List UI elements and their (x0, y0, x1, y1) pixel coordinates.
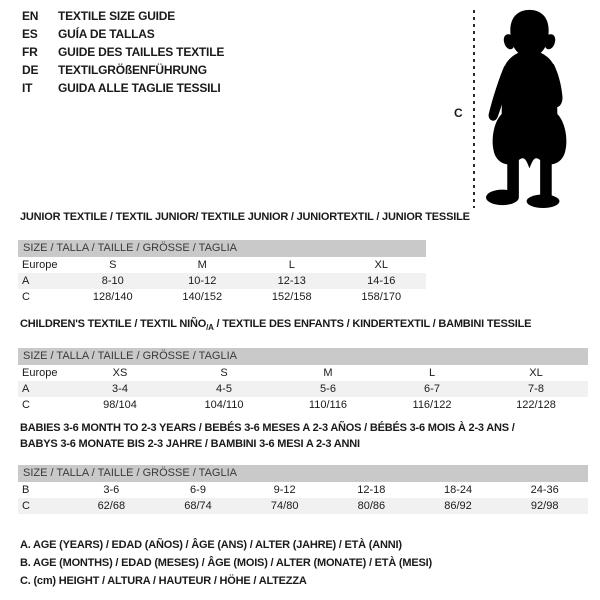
table-cell: 14-16 (367, 275, 396, 287)
language-title: GUIDE DES TAILLES TEXTILE (58, 45, 225, 59)
language-code: IT (22, 81, 33, 95)
table-cell: Europe (22, 367, 58, 379)
table-row (18, 397, 588, 413)
language-list (22, 7, 224, 97)
language-code: EN (22, 9, 39, 23)
table-cell: 140/152 (182, 291, 223, 303)
table-cell: 62/68 (97, 500, 126, 512)
language-title: TEXTILE SIZE GUIDE (58, 9, 176, 23)
legend-item: C. (cm) HEIGHT / ALTURA / HAUTEUR / HÖHE / ALTEZZA (20, 575, 307, 587)
children-size-table (18, 348, 588, 413)
table-cell: 116/122 (412, 399, 452, 411)
table-cell: XS (112, 367, 128, 379)
table-cell: L (428, 367, 436, 379)
height-measure-line (473, 10, 475, 208)
babies-size-table (18, 465, 588, 514)
table-cell: 7-8 (528, 383, 544, 395)
babies-title-line1: BABIES 3-6 MONTH TO 2-3 YEARS / BEBÉS 3-6 MESES A 2-3 AÑOS / BÉBÉS 3-6 MOIS À 2-3 ANS / (20, 422, 515, 434)
table-cell: 10-12 (188, 275, 217, 287)
table-cell: Europe (22, 259, 58, 271)
table-cell: A (22, 275, 30, 287)
children-section-title (20, 318, 531, 332)
table-cell: S (220, 367, 228, 379)
size-bar: SIZE / TALLA / TAILLE / GRÖSSE / TAGLIA (18, 348, 588, 365)
language-title: TEXTILGRÖßENFÜHRUNG (58, 63, 207, 77)
table-cell: 24-36 (530, 484, 559, 496)
table-cell: M (197, 259, 207, 271)
table-cell: 128/140 (92, 291, 133, 303)
table-cell: 5-6 (320, 383, 336, 395)
language-title: GUÍA DE TALLAS (58, 27, 155, 41)
size-bar: SIZE / TALLA / TAILLE / GRÖSSE / TAGLIA (18, 240, 426, 257)
table-cell: 86/92 (444, 500, 472, 512)
table-cell: XL (529, 367, 543, 379)
babies-section-title (20, 420, 515, 452)
table-cell: 8-10 (101, 275, 124, 287)
size-bar: SIZE / TALLA / TAILLE / GRÖSSE / TAGLIA (18, 465, 588, 482)
table-cell: 110/116 (308, 399, 348, 411)
junior-size-table (18, 240, 426, 305)
table-row (18, 273, 426, 289)
language-row (22, 7, 224, 25)
table-cell: 80/86 (357, 500, 386, 512)
children-title-text: / TEXTILE DES ENFANTS / KINDERTEXTIL / BAMBINI TESSILE (213, 318, 532, 330)
language-code: DE (22, 63, 39, 77)
table-cell: 104/110 (204, 399, 244, 411)
table-row (18, 381, 588, 397)
table-cell: 3-4 (112, 383, 128, 395)
table-cell: S (109, 259, 117, 271)
table-cell: C (22, 500, 30, 512)
language-row (22, 43, 224, 61)
babies-title-line2: BABYS 3-6 MONATE BIS 2-3 JAHRE / BAMBINI 3-6 MESI A 2-3 ANNI (20, 438, 360, 450)
children-title-subscript: /A (206, 323, 214, 333)
table-cell: B (22, 484, 30, 496)
table-cell: 3-6 (103, 484, 120, 496)
children-title-text: CHILDREN'S TEXTILE / TEXTIL NIÑO (20, 318, 207, 330)
language-row (22, 79, 224, 97)
baby-silhouette (481, 6, 578, 209)
table-cell: 122/128 (516, 399, 556, 411)
table-cell: M (323, 367, 333, 379)
table-cell: 6-9 (190, 484, 206, 496)
table-cell: 4-5 (216, 383, 232, 395)
table-cell: 12-18 (357, 484, 386, 496)
table-cell: 12-13 (277, 275, 306, 287)
legend-item: B. AGE (MONTHS) / EDAD (MESES) / ÂGE (MOIS) / ALTER (MONATE) / ETÀ (MESI) (20, 557, 432, 569)
table-header-row (18, 365, 588, 381)
table-cell: 6-7 (424, 383, 440, 395)
table-cell: C (22, 399, 30, 411)
table-cell: 152/158 (271, 291, 312, 303)
language-row (22, 25, 224, 43)
table-cell: L (288, 259, 295, 271)
legend-item: A. AGE (YEARS) / EDAD (AÑOS) / ÂGE (ANS) / ALTER (JAHRE) / ETÀ (ANNI) (20, 539, 402, 551)
table-cell: 74/80 (270, 500, 299, 512)
table-cell: 98/104 (103, 399, 137, 411)
table-cell: 92/98 (530, 500, 559, 512)
table-cell: XL (374, 259, 388, 271)
table-cell: 18-24 (443, 484, 473, 496)
language-code: ES (22, 27, 38, 41)
junior-section-title: JUNIOR TEXTILE / TEXTIL JUNIOR/ TEXTILE JUNIOR / JUNIORTEXTIL / JUNIOR TESSILE (20, 211, 470, 223)
table-cell: 158/170 (361, 291, 402, 303)
table-cell: C (22, 291, 30, 303)
height-label: C (454, 106, 463, 120)
language-title: GUIDA ALLE TAGLIE TESSILI (58, 81, 221, 95)
table-row (18, 289, 426, 305)
table-header-row (18, 257, 426, 273)
table-row (18, 482, 588, 498)
table-cell: 68/74 (184, 500, 212, 512)
legend (20, 536, 432, 590)
table-cell: A (22, 383, 30, 395)
table-cell: 9-12 (273, 484, 296, 496)
language-code: FR (22, 45, 38, 59)
table-row (18, 498, 588, 514)
language-row (22, 61, 224, 79)
